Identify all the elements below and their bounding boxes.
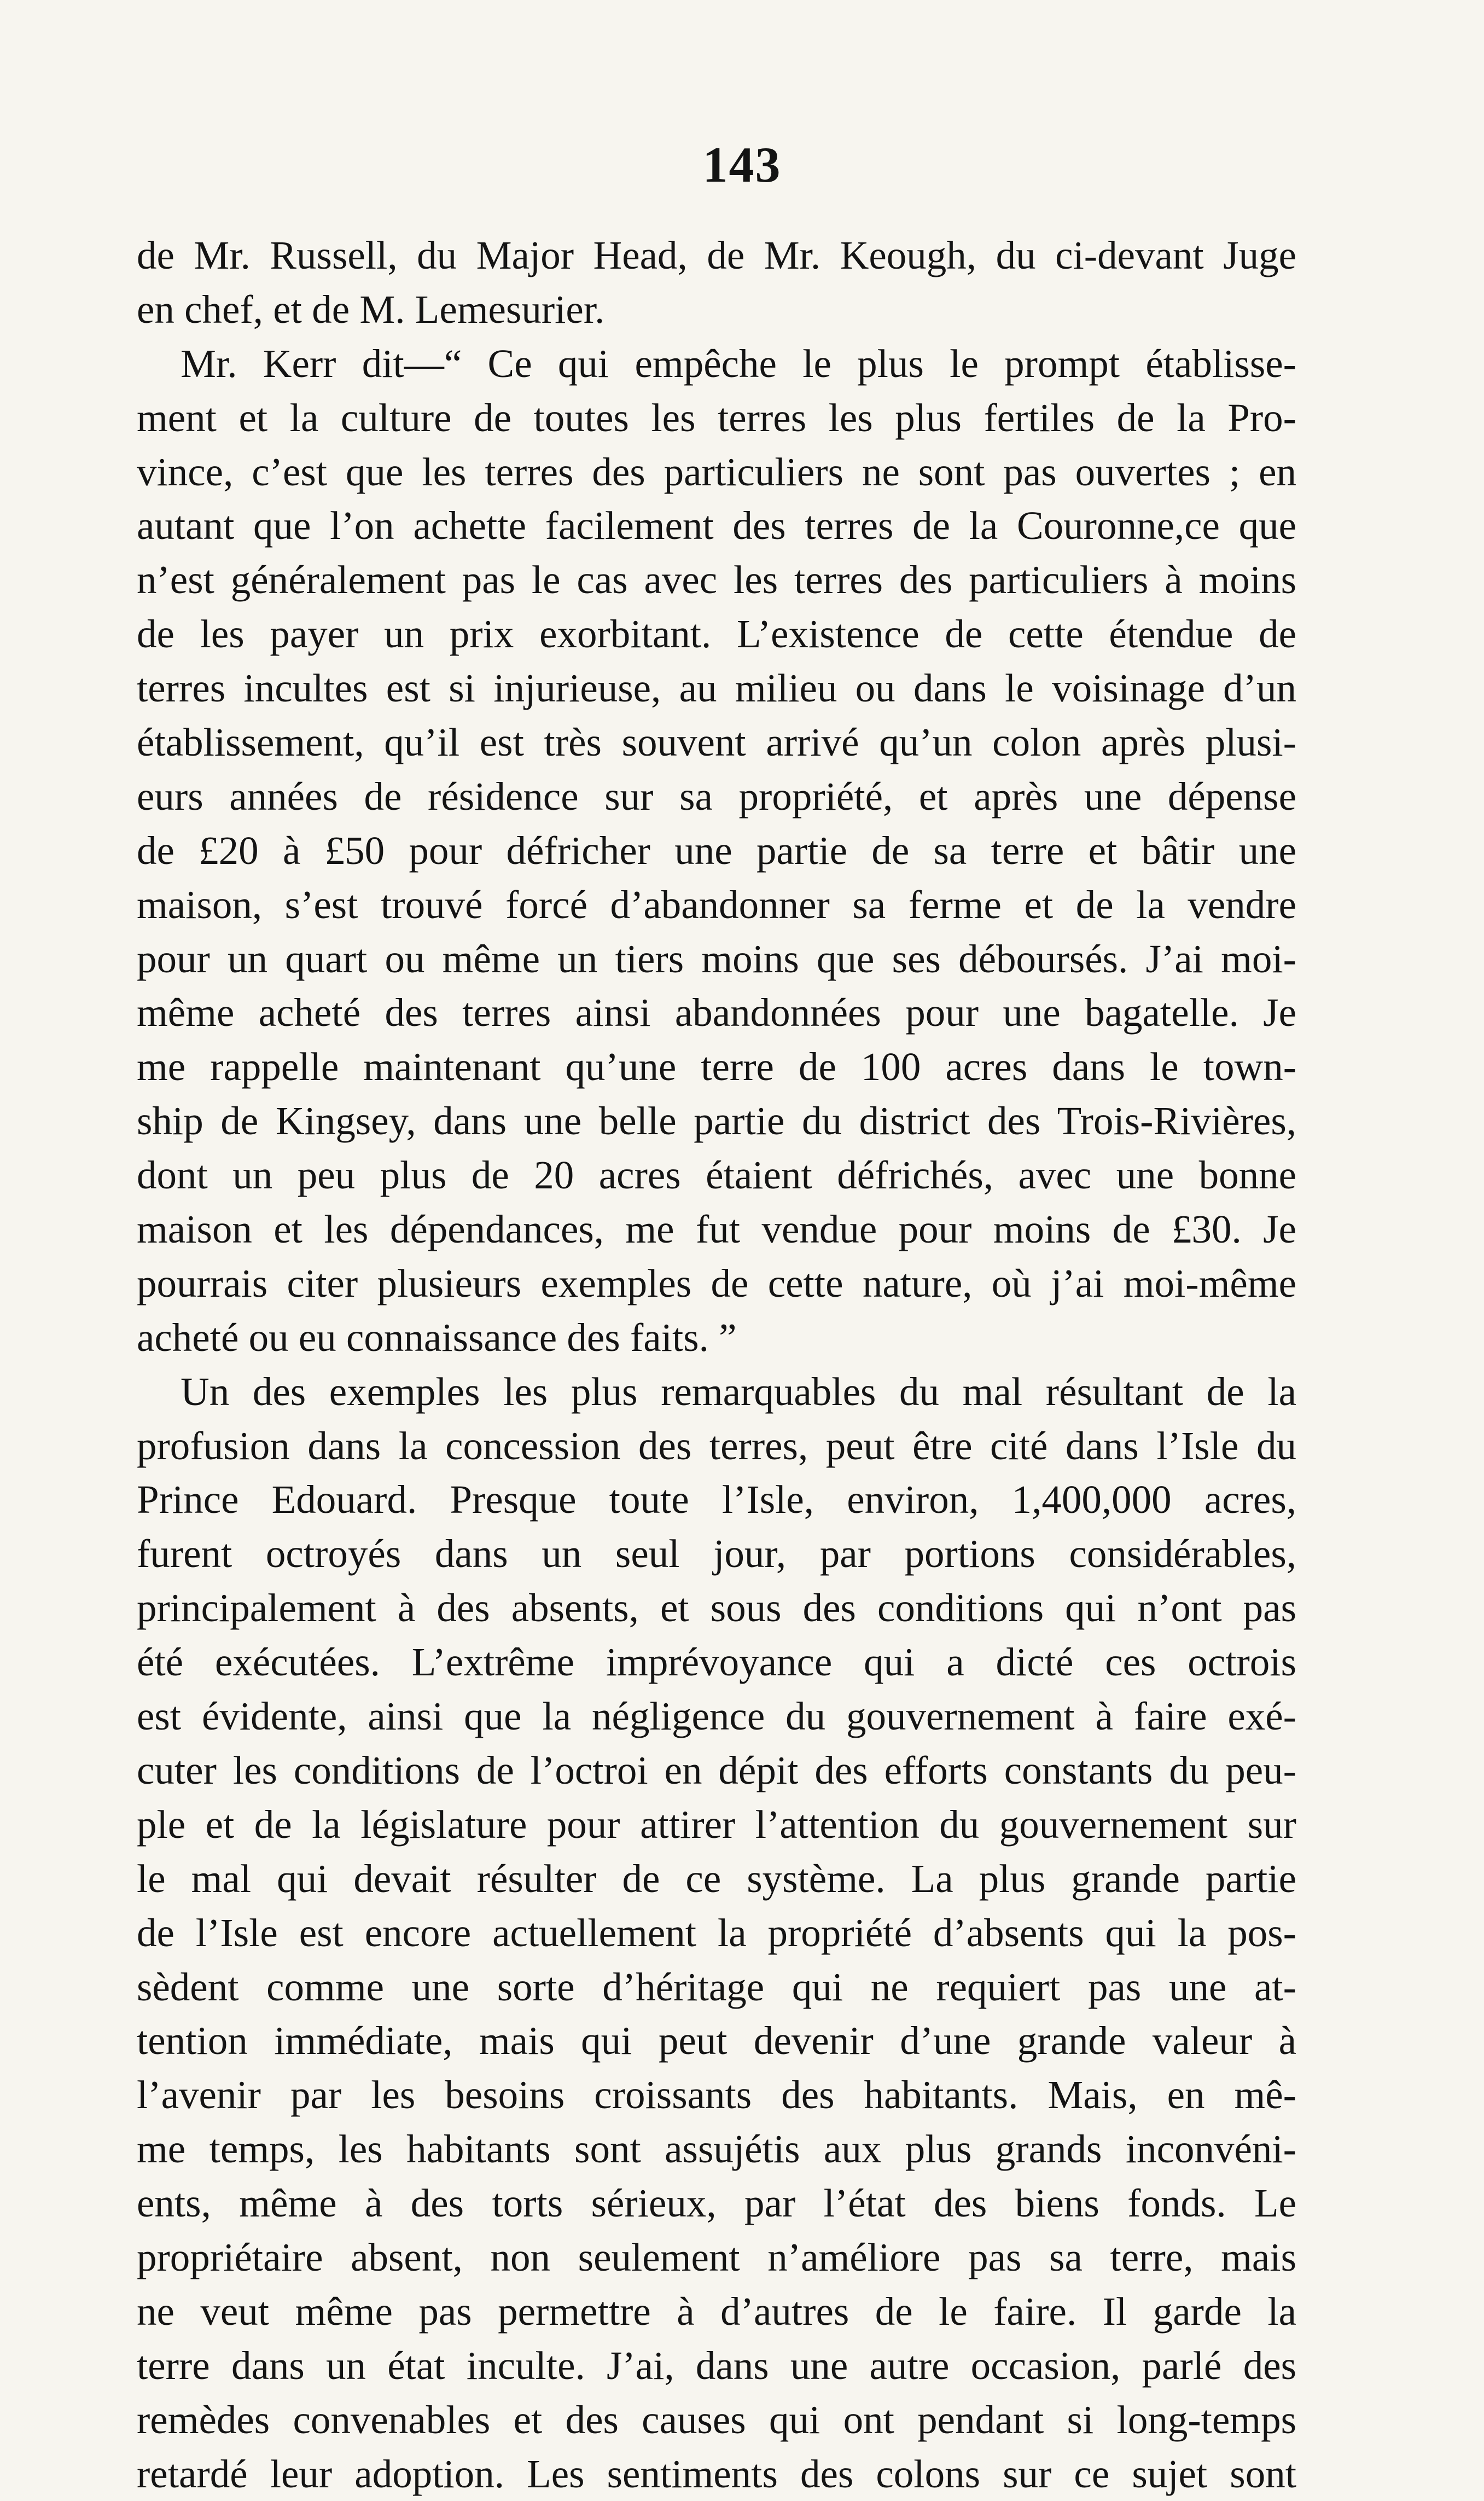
- text-line: vince, c’est que les terres des particuliers ne sont pas ouvertes ; en: [137, 449, 1296, 494]
- text-line: tention immédiate, mais qui peut devenir d’une grande valeur à: [137, 2018, 1296, 2063]
- text-line: Mr. Kerr dit—“ Ce qui empêche le plus le prompt établisse-: [181, 341, 1296, 386]
- text-line: me rappelle maintenant qu’une terre de 100 acres dans le town-: [137, 1044, 1296, 1089]
- text-line: pourrais citer plusieurs exemples de cette nature, où j’ai moi-même: [137, 1261, 1296, 1305]
- text-line: pour un quart ou même un tiers moins que ses déboursés. J’ai moi-: [137, 936, 1296, 981]
- text-line: l’avenir par les besoins croissants des habitants. Mais, en mê-: [137, 2073, 1296, 2117]
- text-line: Un des exemples les plus remarquables du mal résultant de la: [181, 1369, 1296, 1414]
- page-number: 143: [702, 137, 782, 193]
- text-line: de £20 à £50 pour défricher une partie de sa terre et bâtir une: [137, 828, 1296, 873]
- text-line: remèdes convenables et des causes qui ont pendant si long-temps: [137, 2397, 1296, 2442]
- text-line: sèdent comme une sorte d’héritage qui ne requiert pas une at-: [137, 1964, 1296, 2009]
- text-line: autant que l’on achette facilement des terres de la Couronne,ce que: [137, 503, 1296, 548]
- body-text: [137, 229, 1296, 2501]
- text-line: de les payer un prix exorbitant. L’existence de cette étendue de: [137, 612, 1296, 657]
- text-line: propriétaire absent, non seulement n’améliore pas sa terre, mais: [137, 2235, 1296, 2279]
- text-line: même acheté des terres ainsi abandonnées pour une bagatelle. Je: [137, 990, 1296, 1035]
- text-line: en chef, et de M. Lemesurier.: [137, 287, 605, 332]
- text-line: établissement, qu’il est très souvent arrivé qu’un colon après plusi-: [137, 720, 1296, 765]
- text-line: de l’Isle est encore actuellement la propriété d’absents qui la pos-: [137, 1910, 1296, 1955]
- text-line: le mal qui devait résulter de ce système. La plus grande partie: [137, 1856, 1296, 1901]
- text-line: maison, s’est trouvé forcé d’abandonner sa ferme et de la vendre: [137, 882, 1296, 927]
- text-line: ple et de la législature pour attirer l’attention du gouvernement sur: [137, 1802, 1296, 1847]
- text-line: Prince Edouard. Presque toute l’Isle, environ, 1,400,000 acres,: [137, 1477, 1296, 1522]
- text-line: cuter les conditions de l’octroi en dépit des efforts constants du peu-: [137, 1748, 1296, 1792]
- text-line: dont un peu plus de 20 acres étaient défrichés, avec une bonne: [137, 1153, 1296, 1198]
- text-line: ents, même à des torts sérieux, par l’état des biens fonds. Le: [137, 2181, 1296, 2226]
- text-line: est évidente, ainsi que la négligence du gouvernement à faire exé-: [137, 1694, 1296, 1739]
- text-line: profusion dans la concession des terres, peut être cité dans l’Isle du: [137, 1423, 1296, 1468]
- text-line: terre dans un état inculte. J’ai, dans une autre occasion, parlé des: [137, 2343, 1296, 2388]
- text-line: n’est généralement pas le cas avec les terres des particuliers à moins: [137, 558, 1296, 602]
- text-line: ment et la culture de toutes les terres les plus fertiles de la Pro-: [137, 395, 1296, 440]
- text-line: maison et les dépendances, me fut vendue pour moins de £30. Je: [137, 1207, 1296, 1252]
- text-line: me temps, les habitants sont assujétis aux plus grands inconvéni-: [137, 2127, 1296, 2172]
- text-line: principalement à des absents, et sous des conditions qui n’ont pas: [137, 1586, 1296, 1630]
- text-line: terres incultes est si injurieuse, au milieu ou dans le voisinage d’un: [137, 666, 1296, 711]
- text-line: été exécutées. L’extrême imprévoyance qui a dicté ces octrois: [137, 1640, 1296, 1685]
- text-line: retardé leur adoption. Les sentiments des colons sur ce sujet sont: [137, 2451, 1296, 2496]
- text-line: ne veut même pas permettre à d’autres de le faire. Il garde la: [137, 2289, 1296, 2334]
- text-line: ship de Kingsey, dans une belle partie du district des Trois-Rivières,: [137, 1099, 1296, 1144]
- text-line: de Mr. Russell, du Major Head, de Mr. Keough, du ci-devant Juge: [137, 233, 1296, 277]
- text-line: furent octroyés dans un seul jour, par portions considérables,: [137, 1531, 1296, 1576]
- text-line: eurs années de résidence sur sa propriété, et après une dépense: [137, 774, 1296, 819]
- text-line: acheté ou eu connaissance des faits. ”: [137, 1315, 737, 1360]
